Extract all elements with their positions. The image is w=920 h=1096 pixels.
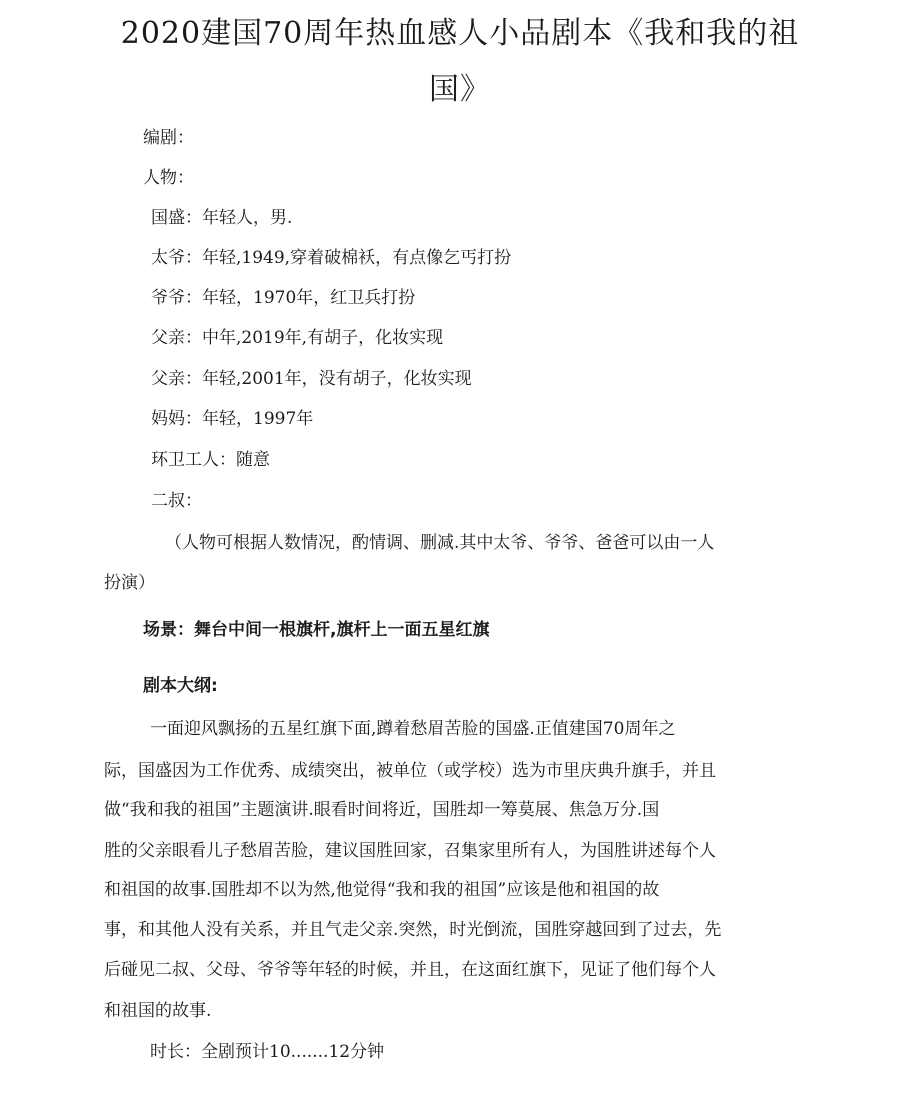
character-entry: 太爷：年轻,1949,穿着破棉袄，有点像乞丐打扮 [151, 248, 512, 268]
outline-heading: 剧本大纲: [143, 676, 218, 696]
outline-line: 和祖国的故事. [104, 1001, 212, 1021]
character-entry: 妈妈：年轻，1997年 [151, 409, 314, 429]
character-entry: 父亲：年轻,2001年，没有胡子，化妆实现 [151, 369, 472, 389]
document-title-line-2: 国》 [429, 72, 491, 107]
outline-line: 和祖国的故事.国胜却不以为然,他觉得“我和我的祖国”应该是他和祖国的故 [104, 880, 660, 900]
character-entry: 爷爷：年轻，1970年，红卫兵打扮 [151, 288, 416, 308]
character-entry: 国盛：年轻人，男. [151, 208, 293, 228]
character-entry: 父亲：中年,2019年,有胡子，化妆实现 [151, 328, 444, 348]
character-entry: 二叔： [151, 491, 202, 511]
outline-line: 一面迎风飘扬的五星红旗下面,蹲着愁眉苦脸的国盛.正值建国70周年之 [150, 719, 676, 739]
characters-label: 人物： [143, 168, 194, 188]
character-note-line-1: （人物可根据人数情况，酌情调、删减.其中太爷、爷爷、爸爸可以由一人 [165, 533, 715, 553]
character-entry: 环卫工人：随意 [151, 450, 270, 470]
writer-label: 编剧： [143, 128, 194, 148]
outline-line: 事，和其他人没有关系，并且气走父亲.突然，时光倒流，国胜穿越回到了过去，先 [104, 920, 722, 940]
document-title-line-1: 2020建国70周年热血感人小品剧本《我和我的祖 [120, 16, 800, 51]
duration-line: 时长：全剧预计10.......12分钟 [150, 1042, 385, 1062]
character-note-line-2: 扮演） [104, 573, 155, 593]
outline-line: 胜的父亲眼看儿子愁眉苦脸，建议国胜回家，召集家里所有人，为国胜讲述每个人 [104, 841, 716, 861]
outline-line: 后碰见二叔、父母、爷爷等年轻的时候，并且，在这面红旗下，见证了他们每个人 [104, 960, 716, 980]
outline-line: 做“我和我的祖国”主题演讲.眼看时间将近，国胜却一筹莫展、焦急万分.国 [104, 800, 660, 820]
outline-line: 际，国盛因为工作优秀、成绩突出，被单位（或学校）选为市里庆典升旗手，并且 [104, 761, 716, 781]
scene-description: 场景：舞台中间一根旗杆,旗杆上一面五星红旗 [143, 620, 490, 640]
